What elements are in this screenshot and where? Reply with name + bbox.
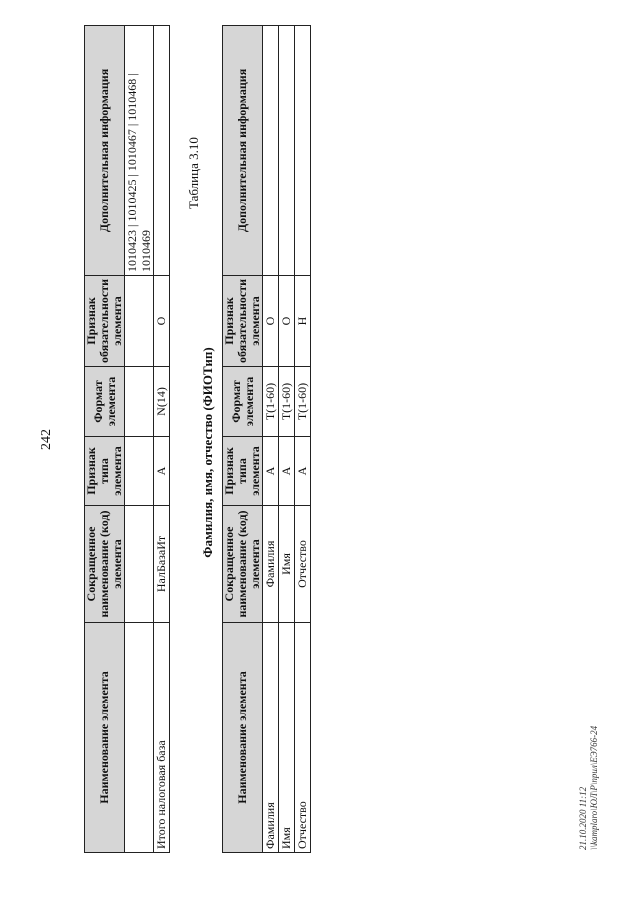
header-format: Формат элемента bbox=[223, 367, 263, 437]
cell: T(1-60) bbox=[279, 367, 295, 437]
header-name: Наименование элемента bbox=[85, 623, 125, 853]
table-row bbox=[125, 25, 154, 852]
header-required: Признак обязательности элемента bbox=[223, 275, 263, 366]
cell: Фамилия bbox=[263, 506, 279, 623]
table-row bbox=[263, 25, 279, 852]
table-row bbox=[295, 25, 311, 852]
table-1-header bbox=[85, 25, 125, 852]
cell: Н bbox=[295, 275, 311, 366]
cell: О bbox=[154, 275, 170, 366]
cell: А bbox=[295, 437, 311, 506]
cell: А bbox=[263, 437, 279, 506]
page-number: 242 bbox=[39, 429, 54, 450]
cell bbox=[125, 506, 154, 623]
header-type: Признак типа элемента bbox=[223, 437, 263, 506]
table-2-title: Фамилия, имя, отчество (ФИОТип) bbox=[200, 347, 215, 558]
footer-note-line: 21.10.2020 11:12 bbox=[578, 786, 588, 850]
table-row bbox=[154, 25, 170, 852]
cell bbox=[279, 25, 295, 275]
cell: Имя bbox=[279, 506, 295, 623]
header-info: Дополнительная информация bbox=[223, 25, 263, 275]
table-row bbox=[279, 25, 295, 852]
footer-note-line: \\kamplaro\ЮЛ\Р\прил\ЕЭ766-24 bbox=[589, 725, 599, 850]
cell bbox=[125, 437, 154, 506]
cell bbox=[154, 25, 170, 275]
cell: О bbox=[263, 275, 279, 366]
cell: Итого налоговая база bbox=[154, 623, 170, 853]
table-caption-number: Таблица 3.10 bbox=[186, 137, 201, 209]
table-2-header bbox=[223, 25, 263, 852]
table-1 bbox=[84, 25, 170, 853]
footer-note bbox=[578, 726, 600, 850]
cell: Отчество bbox=[295, 506, 311, 623]
cell: 1010423 | 1010425 | 1010467 | 1010468 | 1010469 bbox=[125, 25, 154, 275]
table-2 bbox=[222, 25, 311, 853]
header-code: Сокращенное наименование (код) элемента bbox=[85, 506, 125, 623]
cell bbox=[263, 25, 279, 275]
cell bbox=[125, 367, 154, 437]
cell: А bbox=[279, 437, 295, 506]
header-required: Признак обязательности элемента bbox=[85, 275, 125, 366]
cell: T(1-60) bbox=[295, 367, 311, 437]
cell: Фамилия bbox=[263, 623, 279, 853]
header-format: Формат элемента bbox=[85, 367, 125, 437]
cell: N(14) bbox=[154, 367, 170, 437]
header-info: Дополнительная информация bbox=[85, 25, 125, 275]
cell bbox=[125, 623, 154, 853]
cell: НалБазаИт bbox=[154, 506, 170, 623]
cell: T(1-60) bbox=[263, 367, 279, 437]
header-type: Признак типа элемента bbox=[85, 437, 125, 506]
cell: А bbox=[154, 437, 170, 506]
cell: Имя bbox=[279, 623, 295, 853]
header-code: Сокращенное наименование (код) элемента bbox=[223, 506, 263, 623]
header-name: Наименование элемента bbox=[223, 623, 263, 853]
cell: О bbox=[279, 275, 295, 366]
cell bbox=[125, 275, 154, 366]
cell bbox=[295, 25, 311, 275]
cell: Отчество bbox=[295, 623, 311, 853]
